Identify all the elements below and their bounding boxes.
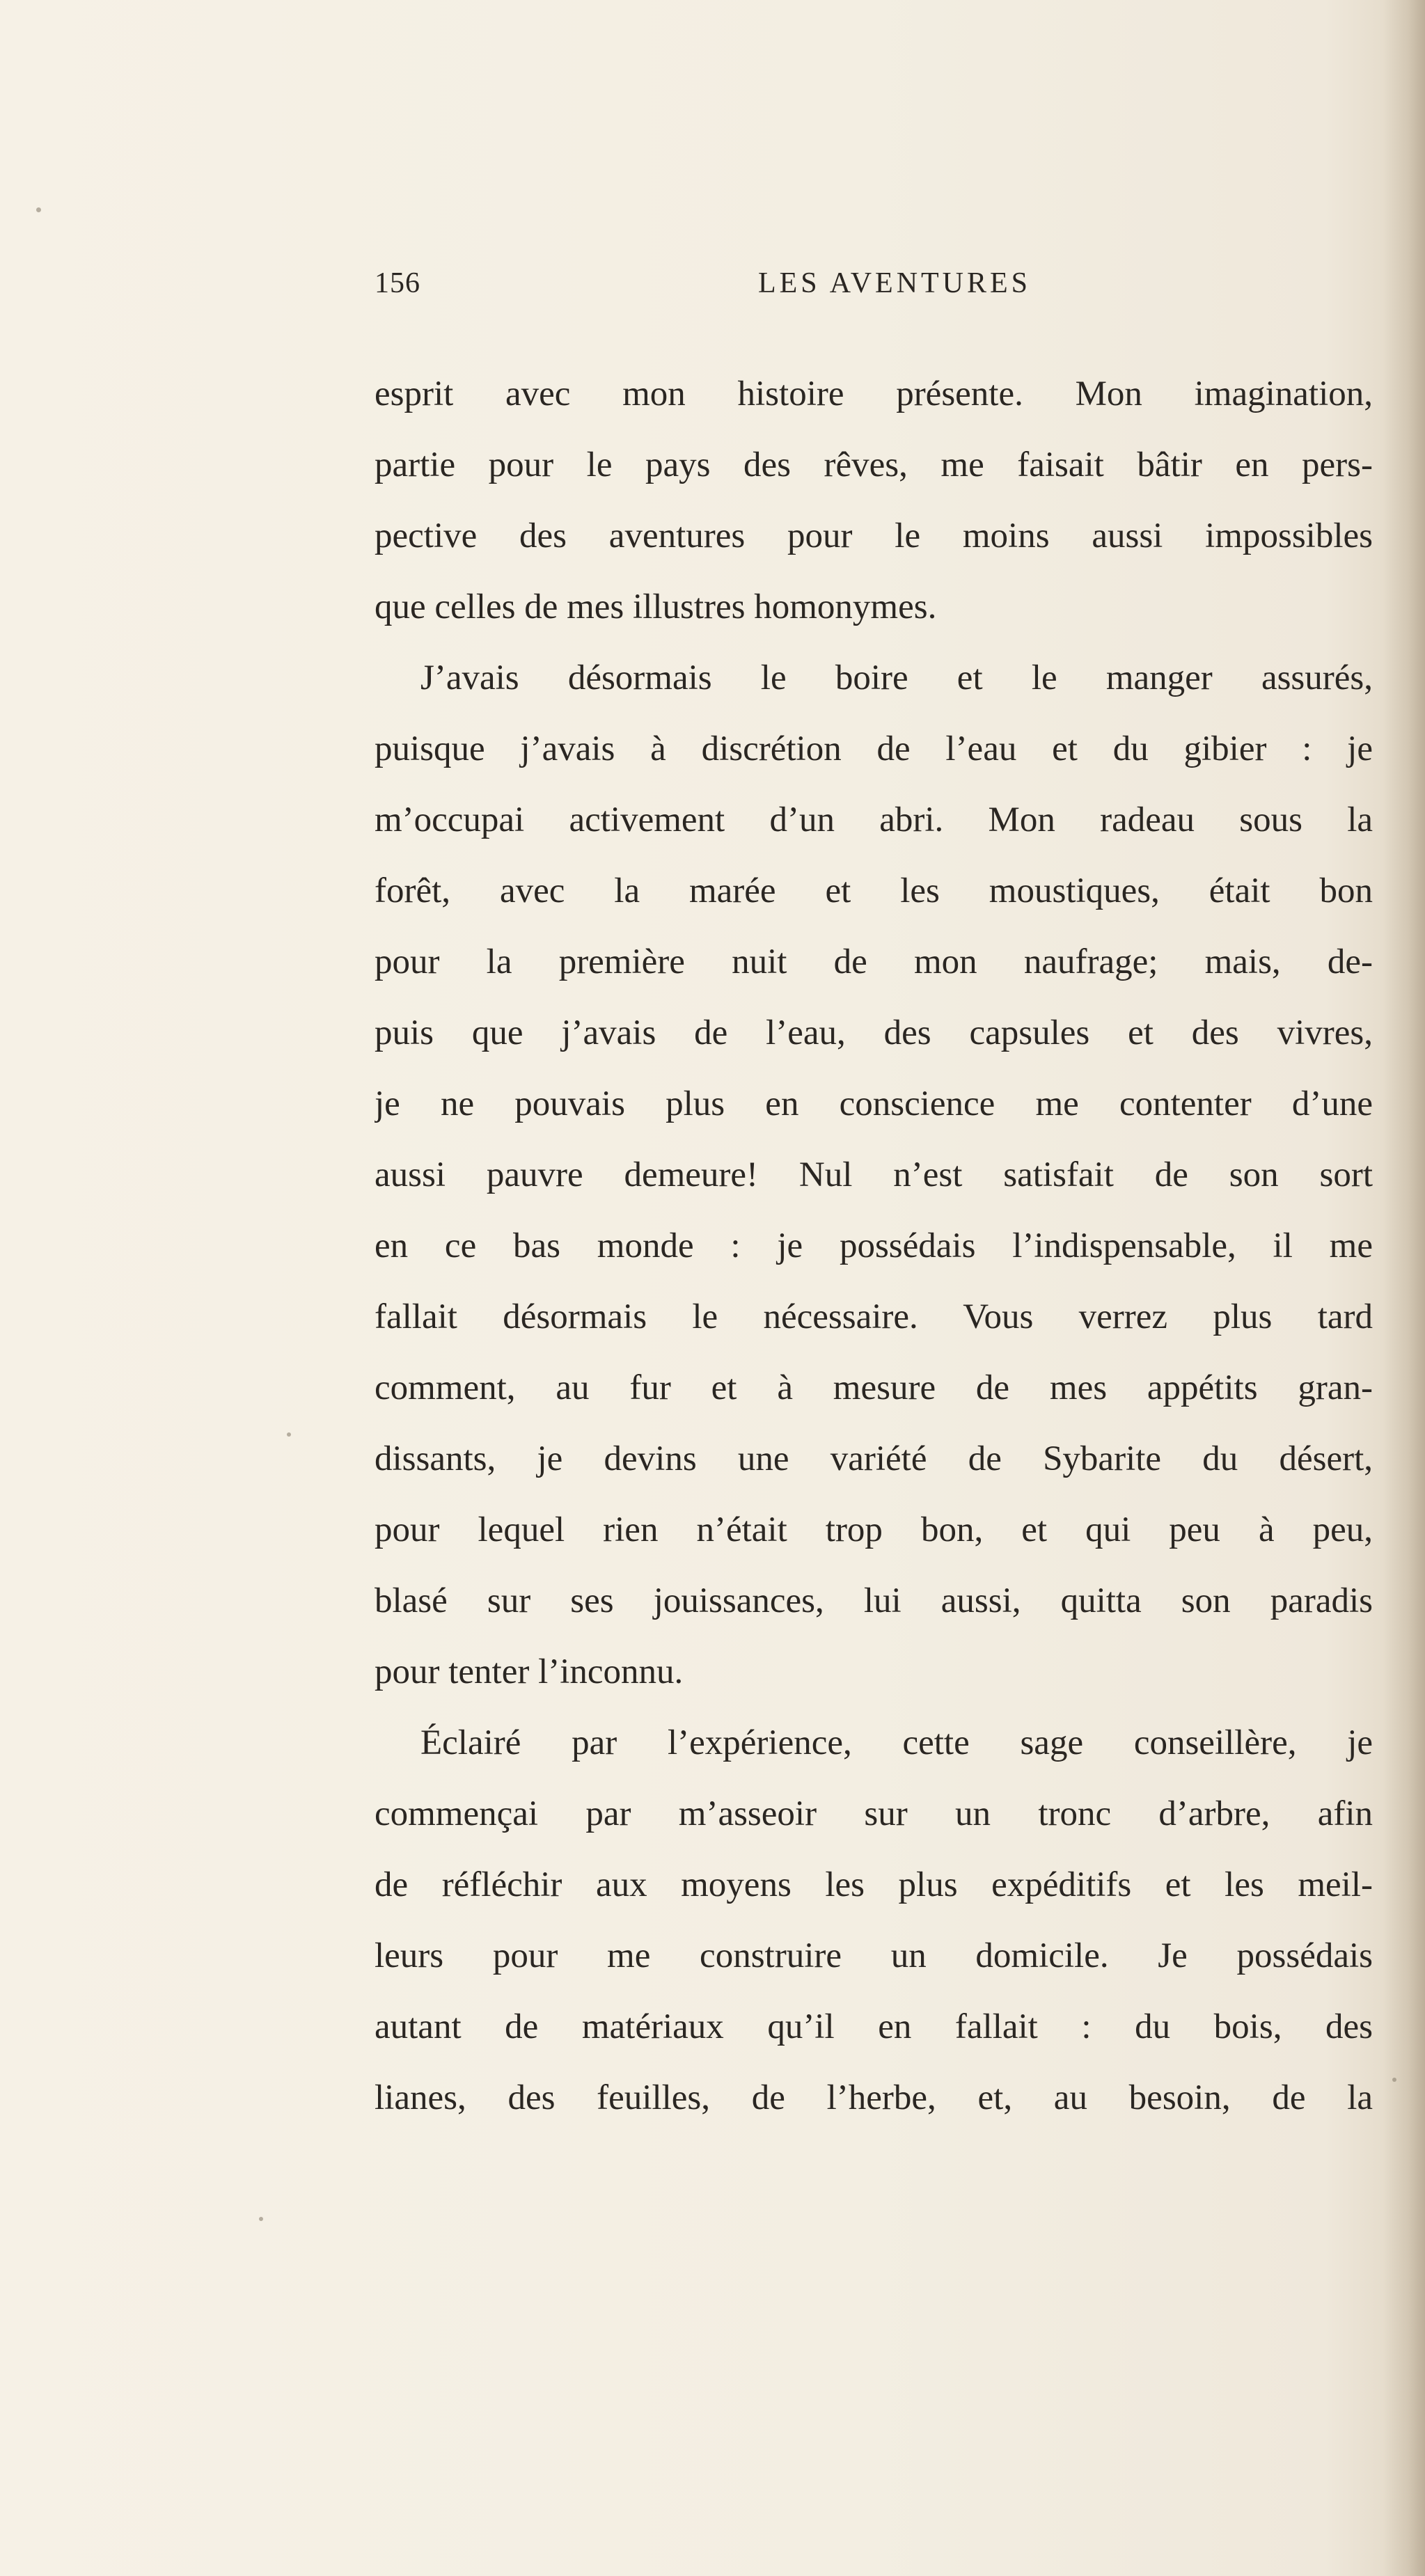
text-line: je ne pouvais plus en conscience me contenter d’une	[375, 1084, 1373, 1123]
text-line: leurs pour me construire un domicile. Je possédais	[375, 1936, 1373, 1975]
page-number: 156	[375, 267, 420, 299]
paper-speck	[259, 2217, 263, 2221]
paper-speck	[1392, 2078, 1396, 2082]
text-line: esprit avec mon histoire présente. Mon imagination,	[375, 374, 1373, 413]
body-text	[375, 358, 1373, 2133]
text-line: puis que j’avais de l’eau, des capsules et des vivres,	[375, 1013, 1373, 1052]
running-title: LES AVENTURES	[757, 267, 1032, 299]
text-line: en ce bas monde : je possédais l’indispensable, il me	[375, 1226, 1373, 1265]
text-line: pour tenter l’inconnu.	[375, 1652, 684, 1691]
text-line: commençai par m’asseoir sur un tronc d’arbre, afin	[375, 1794, 1373, 1833]
paragraph-start-line: J’avais désormais le boire et le manger assurés,	[420, 658, 1373, 697]
text-line: forêt, avec la marée et les moustiques, était bon	[375, 871, 1373, 910]
paper-speck	[287, 1432, 291, 1437]
text-line: pective des aventures pour le moins aussi impossibles	[375, 516, 1373, 555]
text-line: puisque j’avais à discrétion de l’eau et du gibier : je	[375, 729, 1373, 768]
page-edge-shadow	[1383, 0, 1425, 2576]
text-line: autant de matériaux qu’il en fallait : du bois, des	[375, 2007, 1373, 2046]
text-line: partie pour le pays des rêves, me faisait bâtir en pers-	[375, 445, 1373, 484]
text-line: comment, au fur et à mesure de mes appétits gran-	[375, 1368, 1373, 1407]
text-line: lianes, des feuilles, de l’herbe, et, au besoin, de la	[375, 2078, 1373, 2117]
page-header	[375, 259, 1373, 308]
text-line: dissants, je devins une variété de Sybarite du désert,	[375, 1439, 1373, 1478]
text-line: pour lequel rien n’était trop bon, et qui peu à peu,	[375, 1510, 1373, 1549]
text-line: pour la première nuit de mon naufrage; mais, de-	[375, 942, 1373, 981]
paragraph-start-line: Éclairé par l’expérience, cette sage conseillère, je	[420, 1723, 1373, 1762]
paper-speck	[36, 207, 41, 212]
text-line: de réfléchir aux moyens les plus expéditifs et les meil-	[375, 1865, 1373, 1904]
text-line: que celles de mes illustres homonymes.	[375, 587, 937, 626]
text-line: m’occupai activement d’un abri. Mon radeau sous la	[375, 800, 1373, 839]
text-line: aussi pauvre demeure! Nul n’est satisfait de son sort	[375, 1155, 1373, 1194]
text-line: blasé sur ses jouissances, lui aussi, quitta son paradis	[375, 1581, 1373, 1620]
text-line: fallait désormais le nécessaire. Vous verrez plus tard	[375, 1297, 1373, 1336]
